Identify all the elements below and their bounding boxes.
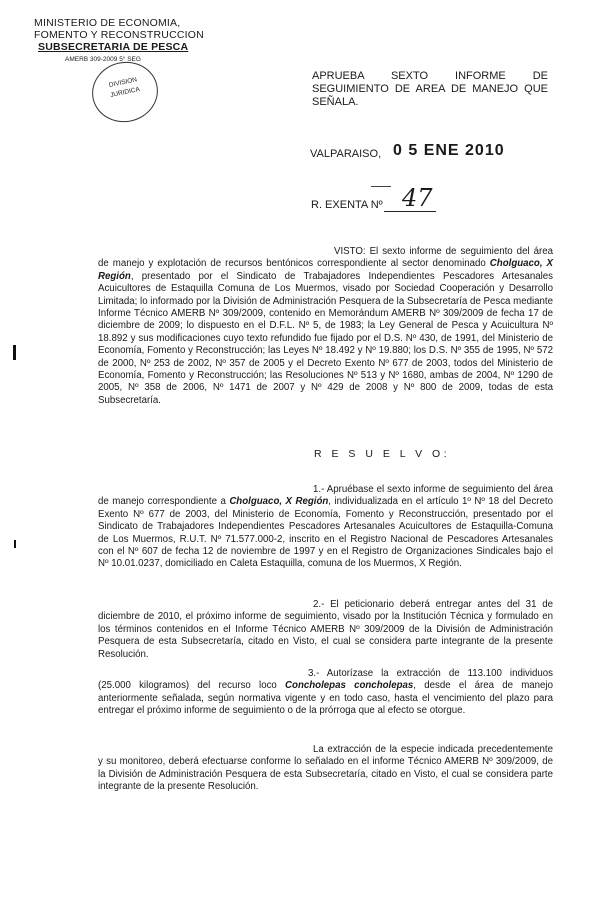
margin-mark	[14, 540, 16, 548]
ministry-heading: MINISTERIO DE ECONOMIA,	[34, 17, 181, 29]
margin-mark	[13, 345, 16, 360]
extraction-monitoring-paragraph: La extracción de la especie indicada precedentemente y su monitoreo, deberá efectuarse conforme lo señalado en el informe Técnico AMERB Nº 309/2009, de la División de Administración Pesquera de esta Subsecretaría, citado en Visto, el cual se considera parte integrante de la presente Resolución.	[98, 744, 553, 793]
item-1-text-post: , individualizada en el artículo 1º Nº 18 del Decreto Exento Nº 677 de 2003, del Ministerio de Economía, Fomento y Reconstrucción, presentado por el Sindicato de Trabajadores Independientes Pescadores Artesanales Acuicultores de Estaquilla-Comuna de Los Muermos, R.U.T. Nº 71.577.000-2, inscrito en el Registro Nacional de Pescadores Artesanales con el Nº 607 de fecha 12 de noviembre de 1997 y en el Registro de Organizaciones Sindicales bajo el Nº 10.01.0237, domiciliado en Caleta Estaquilla, comuna de los Muermos, X Región.	[98, 496, 553, 570]
decorative-dash	[371, 186, 391, 187]
resolution-number: 47	[402, 184, 433, 212]
item-1-text-pre: 1.- Apruébase el sexto informe de seguimiento del área de manejo correspondiente a	[98, 484, 553, 508]
division-juridica-stamp	[86, 56, 163, 128]
reference-code: AMERB 309-2009 5° SEG	[65, 56, 141, 63]
resolution-item-1	[98, 484, 553, 571]
visto-text-post: , presentado por el Sindicato de Trabajadores Independientes Pescadores Artesanales Acuicultores de Estaquilla Comuna de Los Muermos, visado por Sociedad Cooperación y Desarrollo Limitada; lo informado por la División de Administración Pesquera de la Subsecretaría de Pesca mediante Informe Técnico AMERB Nº 309/2009, contenido en Memorándum AMERB Nº 309/2009 de fecha 17 de diciembre de 2009; lo dispuesto en el D.F.L. Nº 5, de 1983; la Ley General de Pesca y Acuicultura Nº 18.892 y sus modificaciones cuyo texto refundido fue fijado por el D.S. Nº 430, de 1991, del Ministerio de Economía, Fomento y Reconstrucción; las Leyes Nº 18.492 y Nº 19.880; los D.S. Nº 355 de 1995, Nº 572 de 2000, Nº 253 de 2002, Nº 357 de 2005 y el Decreto Exento Nº 677 de 2003, todos del Ministerio de Economía, Fomento y Reconstrucción; las Resoluciones Nº 513 y Nº 1680, ambas de 2004, Nº 1290 de 2005, Nº 358 de 2006, Nº 1471 de 2007 y Nº 429 de 2008 y Nº 800 de 2009, todas de esta Subsecretaría.	[98, 270, 553, 406]
visto-text-pre: VISTO: El sexto informe de seguimiento del área de manejo y explotación de recursos bentónicos correspondiente al sector denominado	[98, 246, 553, 270]
resolution-underline	[384, 211, 436, 212]
item-3-text-pre: 3.- Autorízase la extracción de 113.100 individuos (25.000 kilogramos) del recurso loco	[98, 668, 553, 692]
resolution-item-3	[98, 668, 553, 718]
item-3-species: Concholepas concholepas	[285, 680, 414, 692]
visto-paragraph	[98, 246, 553, 407]
item-1-sector: Cholguaco, X Región	[229, 496, 329, 508]
place: VALPARAISO,	[310, 148, 382, 160]
stamp-line-2: JURIDICA	[109, 85, 141, 100]
visto-sector: Cholguaco, X Región	[98, 258, 553, 282]
document-subject: APRUEBA SEXTO INFORME DE SEGUIMIENTO DE AREA DE MANEJO QUE SEÑALA.	[312, 70, 548, 108]
subsecretaria-heading: SUBSECRETARIA DE PESCA	[38, 41, 189, 53]
item-3-text-post: , desde el área de manejo anteriormente señalada, según normativa vigente y en todo caso, hasta el vencimiento del plazo para entregar el próximo informe de seguimiento o de la prórroga que al efecto se otorgue.	[98, 680, 553, 717]
date-stamp: 0 5 ENE 2010	[393, 142, 505, 159]
stamp-line-1: DIVISION	[108, 76, 138, 90]
resuelvo-heading: R E S U E L V O:	[314, 448, 451, 460]
resolution-label: R. EXENTA Nº	[311, 199, 383, 211]
resolution-item-2: 2.- El peticionario deberá entregar antes del 31 de diciembre de 2010, el próximo informe de seguimiento, visado por la Institución Técnica y formulado en los términos contenidos en el Informe Técnico AMERB Nº 309/2009 de la División de Administración Pesquera de esta Subsecretaría, citado en Visto, el cual se considera parte integrante de la presente Resolución.	[98, 599, 553, 660]
ministry-heading-line2: FOMENTO Y RECONSTRUCCION	[34, 29, 204, 41]
